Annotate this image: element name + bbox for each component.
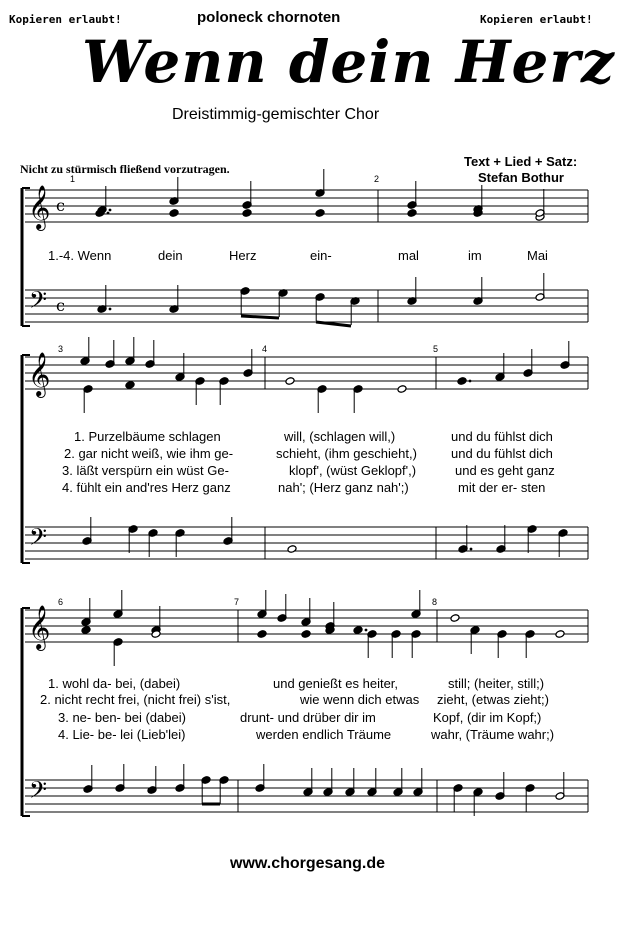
notehead bbox=[242, 209, 252, 218]
lyric-verse-3-a: 3. ne- ben- bei (dabei) bbox=[58, 710, 186, 725]
notehead bbox=[125, 381, 135, 390]
time-signature: c bbox=[56, 196, 65, 215]
song-subtitle: Dreistimmig-gemischter Chor bbox=[172, 106, 380, 123]
augmentation-dot bbox=[469, 380, 472, 383]
bass-clef: 𝄢 bbox=[29, 286, 48, 319]
lyric-verse-1-c: still; (heiter, still;) bbox=[448, 676, 545, 691]
measure-number: 6 bbox=[58, 597, 64, 607]
lyric-syllable: mal bbox=[398, 248, 419, 263]
lyric-verse-2-b: wie wenn dich etwas bbox=[300, 692, 420, 707]
measure-number: 3 bbox=[58, 344, 64, 354]
measure-number: 8 bbox=[432, 597, 438, 607]
lyric-verse-3-c: und es geht ganz bbox=[455, 463, 555, 478]
footer-website: www.chorgesang.de bbox=[230, 855, 385, 872]
publisher-name: poloneck chornoten bbox=[197, 9, 341, 26]
credit-line-2: Stefan Bothur bbox=[478, 170, 564, 185]
lyric-verse-2-c: und du fühlst dich bbox=[451, 446, 553, 461]
lyric-verse-3-b: klopf', (wüst Geklopf',) bbox=[289, 463, 417, 478]
lyric-verse-1-c: und du fühlst dich bbox=[451, 429, 553, 444]
beam bbox=[241, 316, 279, 318]
notehead bbox=[81, 626, 91, 635]
copy-notice-left: Kopieren erlaubt! bbox=[9, 13, 122, 26]
copy-notice-right: Kopieren erlaubt! bbox=[480, 13, 593, 26]
augmentation-dot bbox=[109, 308, 112, 311]
lyric-verse-4-c: wahr, (Träume wahr;) bbox=[431, 727, 555, 742]
augmentation-dot bbox=[109, 209, 112, 212]
notehead bbox=[555, 630, 565, 639]
lyric-syllable: dein bbox=[158, 248, 183, 263]
notehead bbox=[287, 545, 297, 554]
lyric-syllable: Herz bbox=[229, 248, 257, 263]
bass-clef: 𝄢 bbox=[29, 776, 48, 809]
lyric-syllable: 1.-4. Wenn bbox=[48, 248, 112, 263]
augmentation-dot bbox=[365, 629, 368, 632]
notehead bbox=[315, 209, 325, 218]
lyric-syllable: im bbox=[468, 248, 482, 263]
notehead bbox=[353, 626, 363, 635]
notehead bbox=[169, 209, 179, 218]
augmentation-dot bbox=[470, 548, 473, 551]
augmentation-dot bbox=[107, 212, 110, 215]
lyric-syllable: ein- bbox=[310, 248, 332, 263]
bass-clef: 𝄢 bbox=[29, 523, 48, 556]
time-signature: c bbox=[56, 296, 65, 315]
lyric-verse-2-c: zieht, (etwas zieht;) bbox=[437, 692, 549, 707]
treble-clef: 𝄞 bbox=[28, 605, 51, 649]
lyric-verse-2-a: 2. gar nicht weiß, wie ihm ge- bbox=[64, 446, 234, 461]
treble-clef: 𝄞 bbox=[28, 352, 51, 396]
lyric-verse-4-a: 4. fühlt ein and'res Herz ganz bbox=[62, 480, 231, 495]
lyric-verse-4-b: nah'; (Herz ganz nah';) bbox=[278, 480, 409, 495]
notehead bbox=[407, 209, 417, 218]
measure-number: 4 bbox=[262, 344, 268, 354]
notehead bbox=[457, 377, 467, 386]
measure-number: 1 bbox=[70, 174, 76, 184]
notehead bbox=[285, 377, 295, 386]
lyric-verse-3-c: Kopf, (dir im Kopf;) bbox=[433, 710, 542, 725]
treble-clef: 𝄞 bbox=[28, 185, 51, 229]
notehead bbox=[397, 385, 407, 394]
lyric-verse-1-b: will, (schlagen will,) bbox=[284, 429, 396, 444]
lyric-verse-1-a: 1. wohl da- bei, (dabei) bbox=[48, 676, 181, 691]
notehead bbox=[301, 630, 311, 639]
measure-number: 7 bbox=[234, 597, 240, 607]
lyric-verse-4-b: werden endlich Träume bbox=[256, 727, 392, 742]
beam bbox=[316, 322, 351, 326]
lyric-verse-2-a: 2. nicht recht frei, (nicht frei) s'ist, bbox=[40, 692, 231, 707]
measure-number: 2 bbox=[374, 174, 380, 184]
song-title: Wenn dein Herz bbox=[82, 28, 615, 96]
lyric-verse-4-a: 4. Lie- be- lei (Lieb'lei) bbox=[58, 727, 186, 742]
credit-line-1: Text + Lied + Satz: bbox=[464, 154, 578, 169]
lyric-syllable: Mai bbox=[527, 248, 548, 263]
lyric-verse-4-c: mit der er- sten bbox=[458, 480, 546, 495]
lyric-verse-1-a: 1. Purzelbäume schlagen bbox=[74, 429, 221, 444]
notehead bbox=[450, 614, 460, 623]
notehead bbox=[257, 630, 267, 639]
measure-number: 5 bbox=[433, 344, 439, 354]
lyric-verse-2-b: schieht, (ihm geschieht,) bbox=[276, 446, 417, 461]
lyric-verse-3-b: drunt- und drüber dir im bbox=[240, 710, 376, 725]
lyric-verse-3-a: 3. läßt verspürn ein wüst Ge- bbox=[62, 463, 229, 478]
lyric-verse-1-b: und genießt es heiter, bbox=[273, 676, 399, 691]
tempo-marking: Nicht zu stürmisch fließend vorzutragen. bbox=[20, 162, 230, 176]
